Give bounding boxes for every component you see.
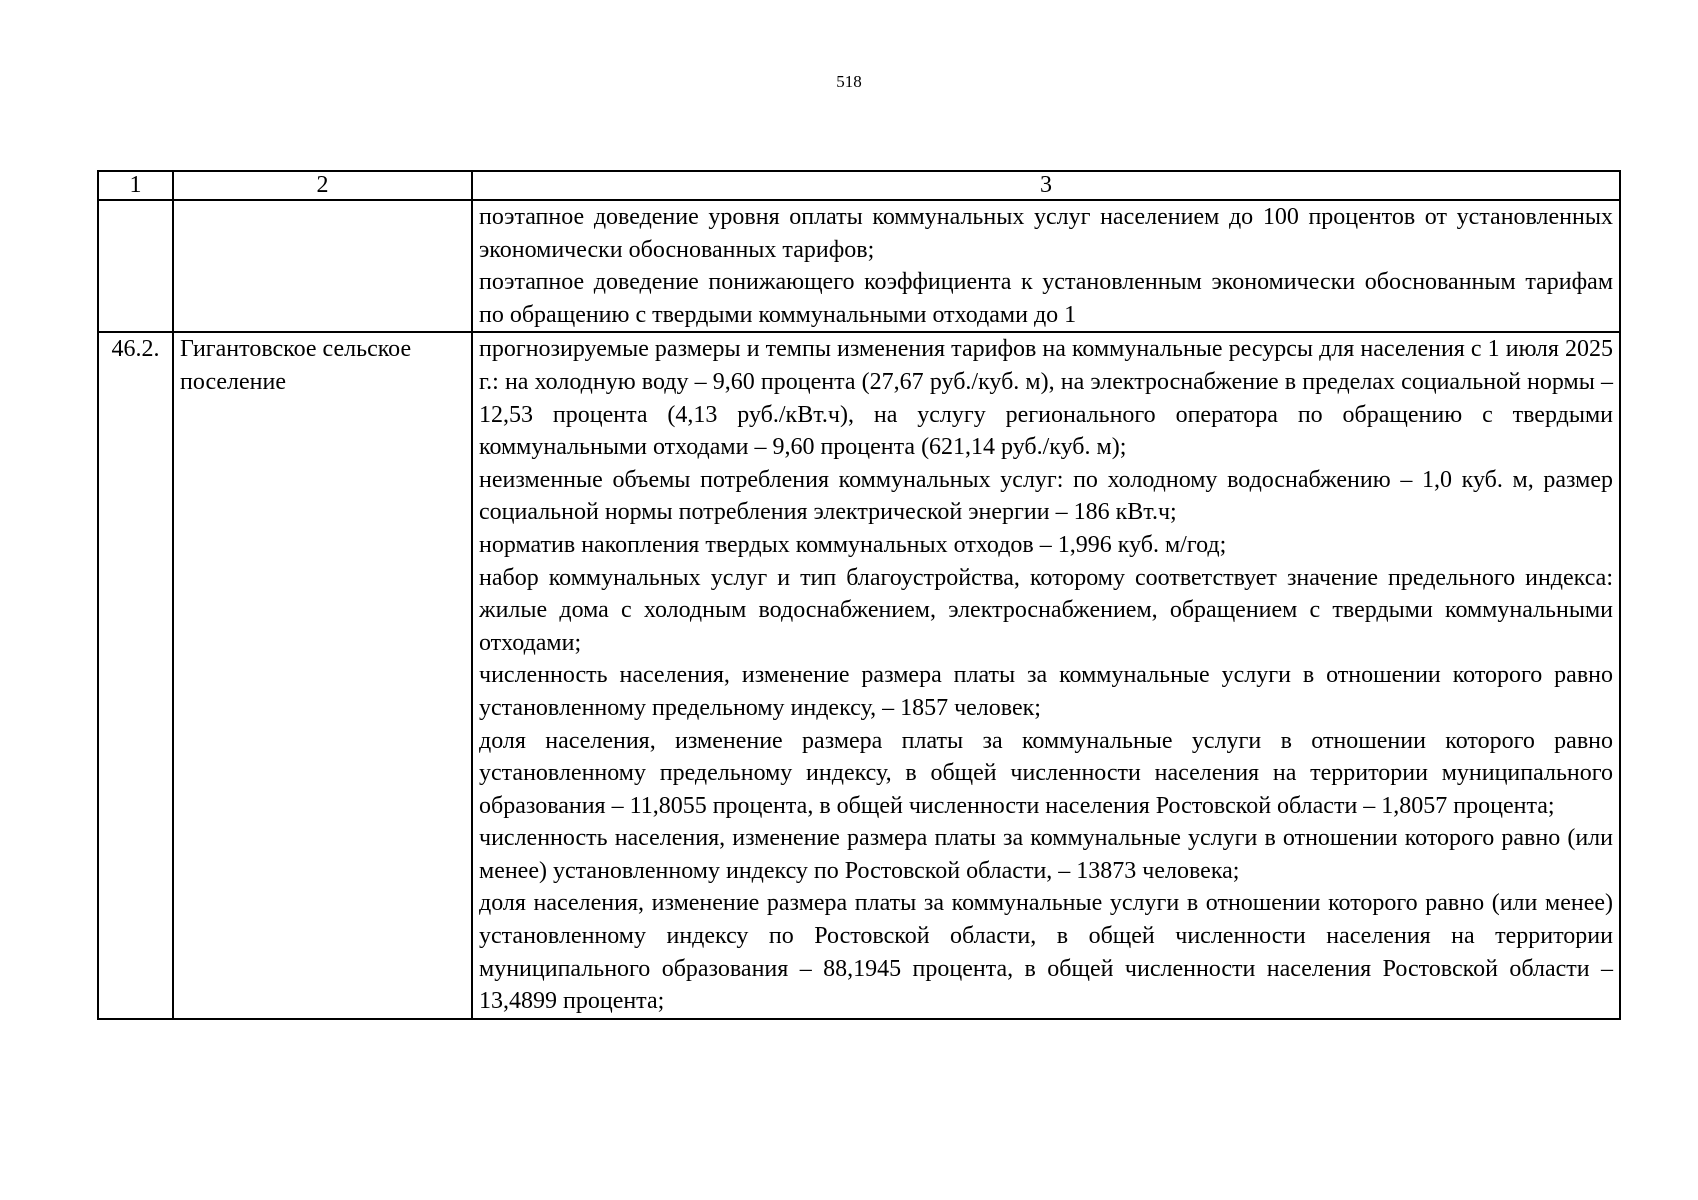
table-header-row: [98, 171, 1620, 200]
header-col-2: 2: [173, 171, 472, 200]
paragraph: набор коммунальных услуг и тип благоустройства, которому соответствует значение предельного индекса: жилые дома с холодным водоснабжением, электроснабжением, обращением с твердыми коммунальными отходами;: [479, 564, 1613, 656]
row-number: 46.2.: [98, 332, 173, 1018]
paragraph: численность населения, изменение размера платы за коммунальные услуги в отношении которого равно установленному предельному индексу, – 1857 человек;: [479, 662, 1613, 721]
paragraph: доля населения, изменение размера платы за коммунальные услуги в отношении которого равно (или менее) установленному индексу по Ростовской области, в общей численности населения на территории муниципального образования – 88,1945 процента, в общей численности населения Ростовской области – 13,4899 процента;: [479, 890, 1613, 1015]
table-row: [98, 200, 1620, 332]
paragraph: численность населения, изменение размера платы за коммунальные услуги в отношении которого равно (или менее) установленному индексу по Ростовской области, – 13873 человека;: [479, 825, 1613, 884]
header-col-3: 3: [472, 171, 1620, 200]
page-number: 518: [836, 72, 862, 91]
tariff-table: [97, 170, 1621, 1020]
paragraph: неизменные объемы потребления коммунальных услуг: по холодному водоснабжению – 1,0 куб. м, размер социальной нормы потребления электрической энергии – 186 кВт.ч;: [479, 466, 1613, 526]
row-content: [472, 332, 1620, 1018]
row-municipality: [173, 200, 472, 332]
table-row: [98, 332, 1620, 1018]
paragraph: поэтапное доведение уровня оплаты коммунальных услуг населением до 100 процентов от установленных экономически обоснованных тарифов;: [479, 204, 1613, 263]
header-col-1: 1: [98, 171, 173, 200]
row-number: [98, 200, 173, 332]
paragraph: доля населения, изменение размера платы за коммунальные услуги в отношении которого равно установленному предельному индексу, в общей численности населения на территории муниципального образования – 11,8055 процента, в общей численности населения Ростовской области – 1,8057 процента;: [479, 727, 1613, 819]
row-content: [472, 200, 1620, 332]
paragraph: поэтапное доведение понижающего коэффициента к установленным экономически обоснованным тарифам по обращению с твердыми коммунальными отходами до 1: [479, 269, 1613, 328]
row-municipality: Гигантовское сельское поселение: [173, 332, 472, 1018]
paragraph: прогнозируемые размеры и темпы изменения тарифов на коммунальные ресурсы для населения с 1 июля 2025 г.: на холодную воду – 9,60 процента (27,67 руб./куб. м), на электроснабжение в пределах социальной нормы – 12,53 процента (4,13 руб./кВт.ч), на услугу регионального оператора по обращению с твердыми коммунальными отходами – 9,60 процента (621,14 руб./куб. м);: [479, 336, 1613, 461]
paragraph: норматив накопления твердых коммунальных отходов – 1,996 куб. м/год;: [479, 531, 1227, 558]
